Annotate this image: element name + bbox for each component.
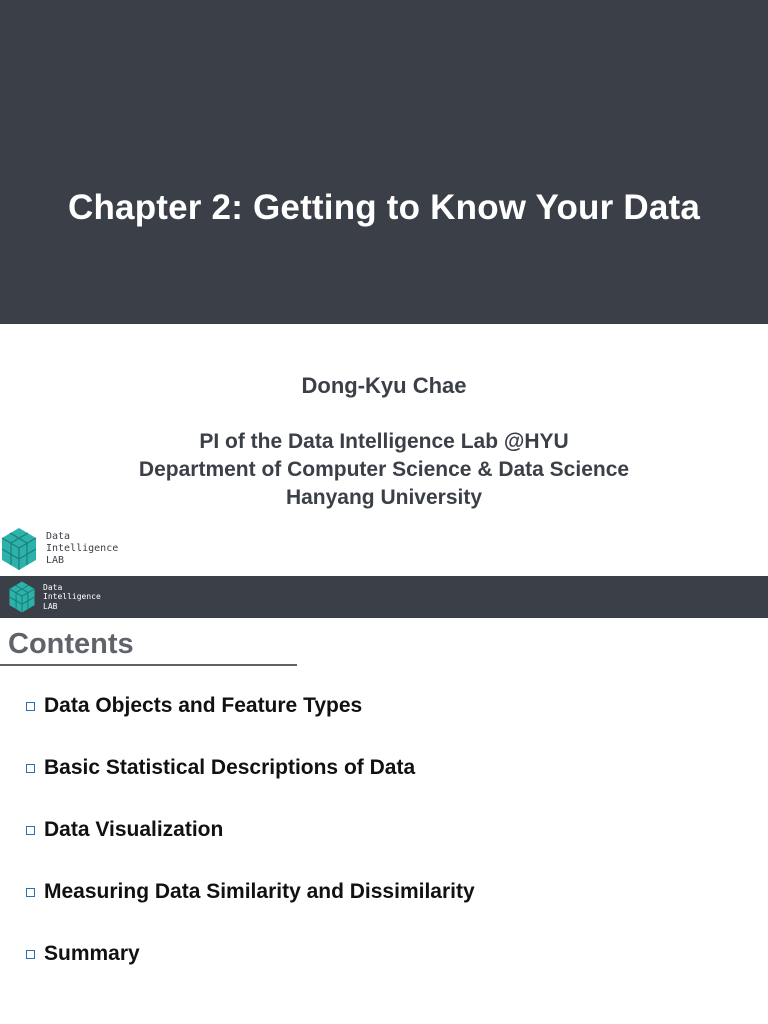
- logo-line: Data: [43, 582, 63, 592]
- list-item-label: Measuring Data Similarity and Dissimilarity: [44, 880, 475, 903]
- chapter-title: Chapter 2: Getting to Know Your Data: [67, 188, 701, 227]
- cube-cluster-logo-icon: [0, 526, 38, 572]
- list-item: [26, 814, 475, 846]
- hollow-square-bullet-icon: [26, 764, 35, 773]
- affiliation-line: PI of the Data Intelligence Lab @HYU: [199, 430, 569, 453]
- logo-line: LAB: [43, 601, 58, 611]
- contents-list: [26, 690, 475, 1000]
- affiliation-line: Hanyang University: [285, 486, 483, 509]
- list-item-label: Basic Statistical Descriptions of Data: [44, 756, 416, 779]
- lab-logo: [0, 526, 118, 572]
- list-item-label: Data Visualization: [44, 818, 224, 841]
- title-slide-header: [0, 0, 768, 324]
- logo-line: Data: [46, 531, 71, 542]
- hollow-square-bullet-icon: [26, 888, 35, 897]
- list-item: [26, 876, 475, 908]
- list-item: [26, 938, 475, 970]
- hollow-square-bullet-icon: [26, 826, 35, 835]
- affiliation-line: Department of Computer Science & Data Science: [138, 458, 630, 481]
- list-item: [26, 752, 475, 784]
- logo-line: LAB: [46, 555, 65, 566]
- hollow-square-bullet-icon: [26, 950, 35, 959]
- hollow-square-bullet-icon: [26, 702, 35, 711]
- contents-heading: Contents: [8, 628, 134, 660]
- logo-line: Intelligence: [46, 543, 119, 554]
- cube-cluster-logo-icon: [8, 580, 36, 614]
- logo-line: Intelligence: [43, 592, 101, 602]
- list-item-label: Summary: [44, 942, 140, 965]
- contents-slide-header: [0, 576, 768, 618]
- list-item: [26, 690, 475, 722]
- author-affiliation: [0, 428, 768, 512]
- author-name: Dong-Kyu Chae: [301, 373, 467, 398]
- list-item-label: Data Objects and Feature Types: [44, 694, 363, 717]
- lab-logo-small: [8, 580, 101, 614]
- lab-logo-text: [46, 531, 118, 567]
- lab-logo-text: [43, 583, 101, 612]
- heading-underline: [0, 664, 297, 666]
